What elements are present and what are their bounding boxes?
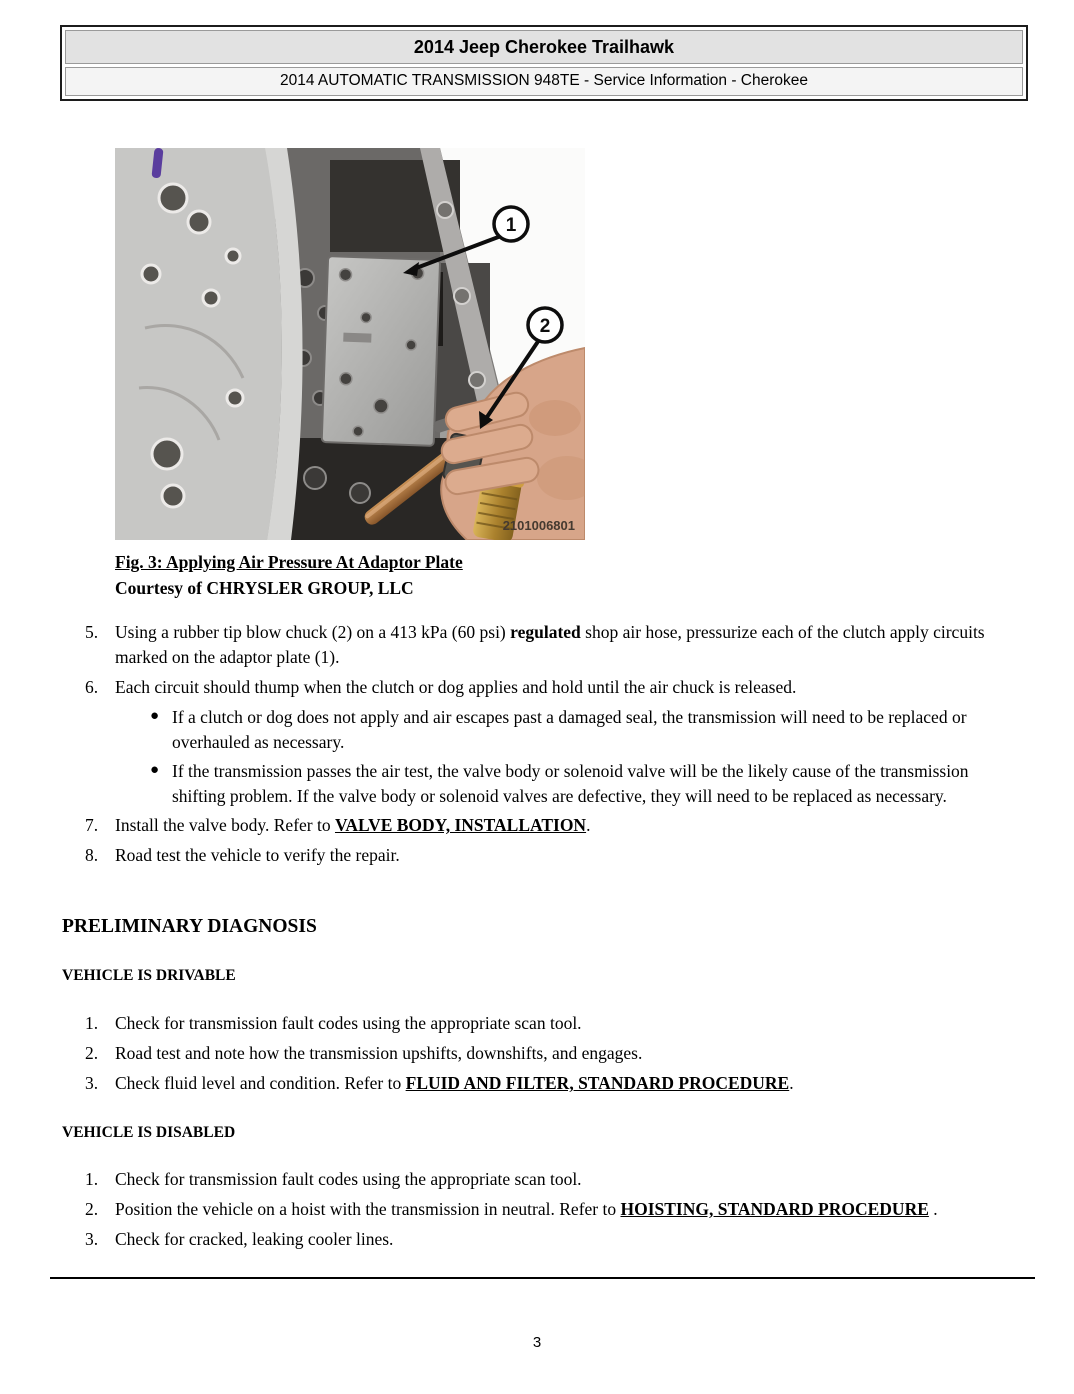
photo-watermark: 2101006801 [502,518,575,533]
list-item [62,759,1018,809]
hoisting-standard-procedure-link[interactable]: HOISTING, STANDARD PROCEDURE [620,1199,929,1219]
header-banner [60,25,1028,101]
subsection-heading-vehicle-drivable: VEHICLE IS DRIVABLE [62,967,236,984]
list-item [62,705,1018,755]
step-number: 1. [85,1013,99,1033]
step-number: 3. [85,1073,99,1093]
step-text: Position the vehicle on a hoist with the transmission in neutral. Refer to HOISTING, STANDARD PROCEDURE . [115,1199,938,1219]
fluid-and-filter-link[interactable]: FLUID AND FILTER, STANDARD PROCEDURE [405,1073,790,1093]
subsection-heading-vehicle-disabled: VEHICLE IS DISABLED [62,1124,236,1141]
drivable-steps [62,1011,1018,1101]
list-item [62,813,1018,838]
step-text: Road test the vehicle to verify the repair. [115,845,400,865]
step-text: Using a rubber tip blow chuck (2) on a 413 kPa (60 psi) regulated shop air hose, pressurize each of the clutch apply circuits marked on the adaptor plate (1). [115,622,985,667]
section-heading-preliminary-diagnosis: PRELIMINARY DIAGNOSIS [62,916,317,937]
figure-photo [115,148,585,540]
figure-caption-credit: Courtesy of CHRYSLER GROUP, LLC [115,578,414,598]
step-text: Check for cracked, leaking cooler lines. [115,1229,394,1249]
figure-caption-title: Fig. 3: Applying Air Pressure At Adaptor Plate [115,552,463,572]
air-test-steps [62,620,1018,873]
valve-body-installation-link[interactable]: VALVE BODY, INSTALLATION [334,815,587,835]
callout-1-number: 1 [505,215,517,236]
page-number: 3 [532,1334,542,1351]
step-text: Each circuit should thump when the clutch or dog applies and hold until the air chuck is released. [115,677,797,697]
bullet-icon: ● [150,708,160,724]
step-number: 2. [85,1199,99,1219]
step-number: 8. [85,845,99,865]
transmission-photo-illustration [115,148,585,540]
list-item [62,1227,1018,1252]
bullet-text: If a clutch or dog does not apply and air escapes past a damaged seal, the transmission will need to be replaced or overhauled as necessary. [172,707,967,752]
step-text: Check for transmission fault codes using the appropriate scan tool. [115,1013,582,1033]
list-item [62,1167,1018,1192]
disabled-steps [62,1167,1018,1257]
page-title: 2014 Jeep Cherokee Trailhawk [65,30,1023,64]
list-item [62,1041,1018,1066]
list-item [62,1071,1018,1096]
step-number: 1. [85,1169,99,1189]
step-text: Road test and note how the transmission upshifts, downshifts, and engages. [115,1043,643,1063]
step-number: 7. [85,815,99,835]
list-item [62,843,1018,868]
step-number: 5. [85,622,99,642]
bullet-text: If the transmission passes the air test, the valve body or solenoid valve will be the likely cause of the transmission shifting problem. If the valve body or solenoid valves are defective, they will need to be replaced as necessary. [172,761,969,806]
step-number: 3. [85,1229,99,1249]
list-item [62,675,1018,700]
list-item [62,620,1018,670]
bullet-icon: ● [150,762,160,778]
step-number: 2. [85,1043,99,1063]
step-number: 6. [85,677,99,697]
figure-caption [115,549,815,601]
footer-divider [50,1277,1035,1279]
step-text: Check for transmission fault codes using the appropriate scan tool. [115,1169,582,1189]
list-item [62,1011,1018,1036]
page-subtitle: 2014 AUTOMATIC TRANSMISSION 948TE - Service Information - Cherokee [65,67,1023,96]
step-text: Check fluid level and condition. Refer to FLUID AND FILTER, STANDARD PROCEDURE. [115,1073,794,1093]
list-item [62,1197,1018,1222]
callout-2-number: 2 [539,316,551,337]
step-text: Install the valve body. Refer to VALVE BODY, INSTALLATION. [115,815,591,835]
